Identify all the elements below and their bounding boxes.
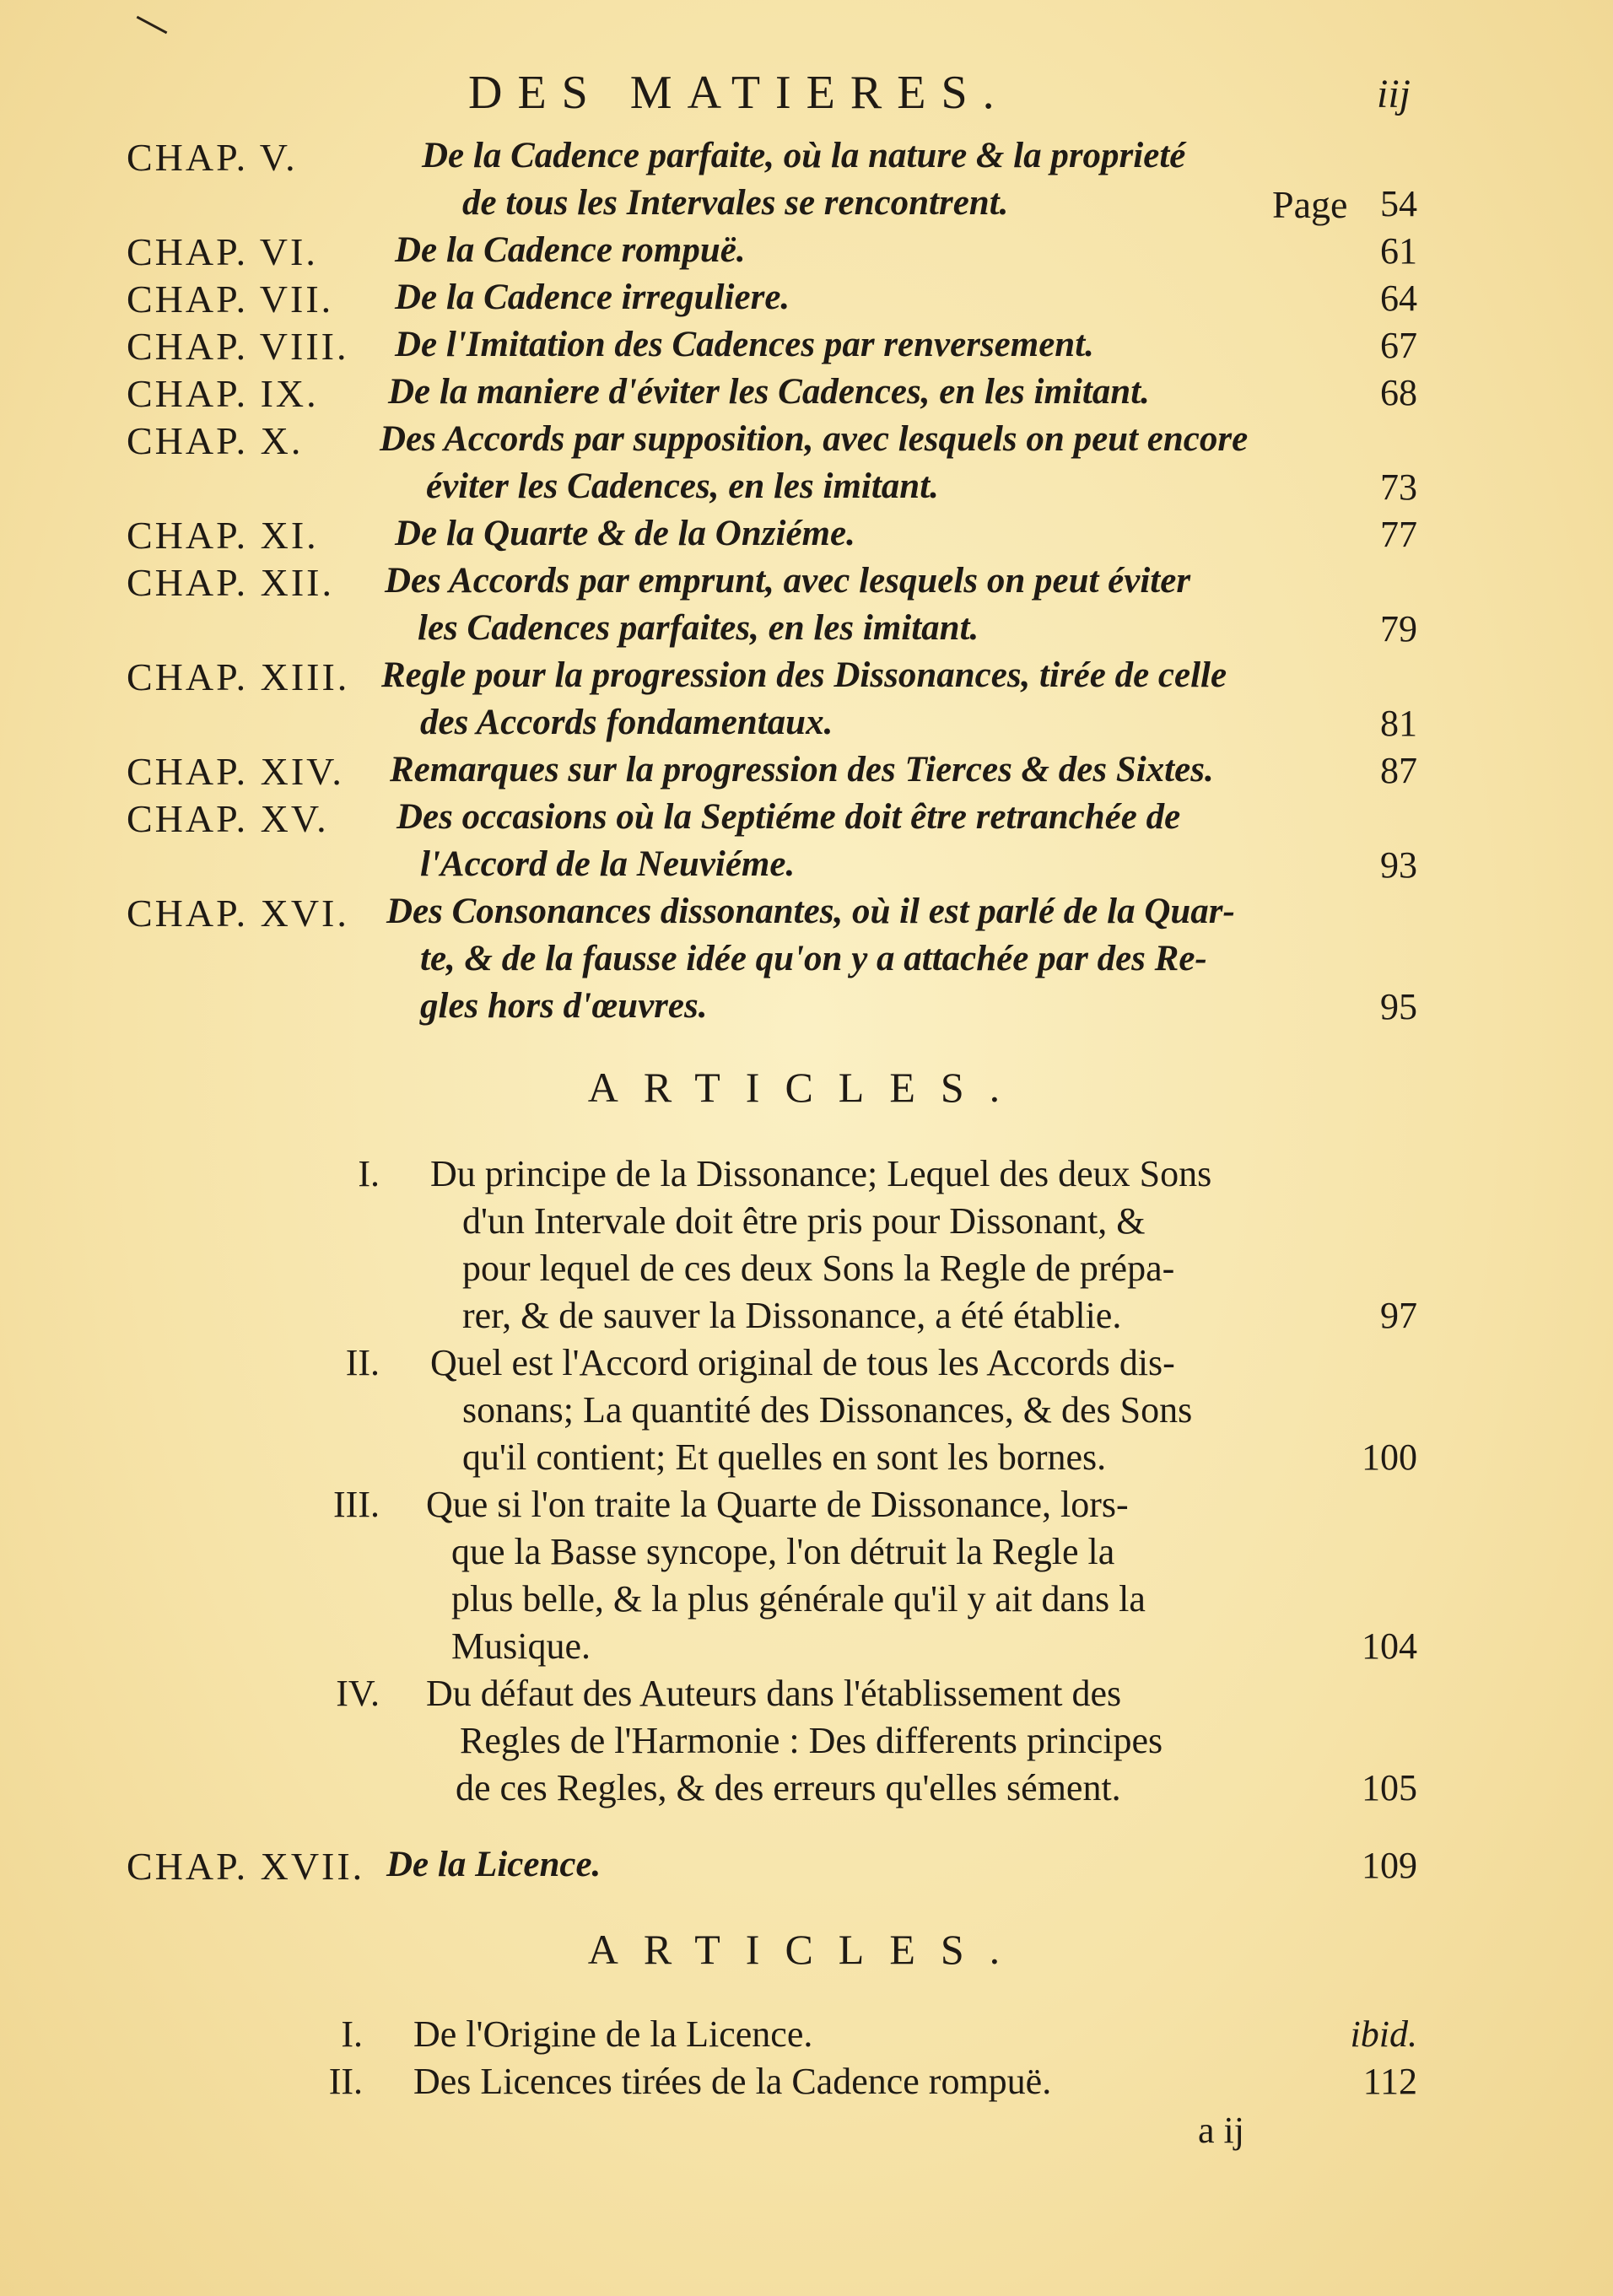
page-number: 112 <box>1362 2061 1417 2102</box>
article-text-line: De l'Origine de la Licence. <box>413 2013 813 2055</box>
ink-mark <box>137 16 168 34</box>
article-text-line: Des Licences tirées de la Cadence rompuë. <box>413 2061 1052 2102</box>
page-number: 87 <box>1380 750 1417 791</box>
article-text-line: d'un Intervale doit être pris pour Dissonant, & <box>462 1200 1146 1242</box>
article-text-line: que la Basse syncope, l'on détruit la Regle la <box>451 1531 1115 1572</box>
chapter-label: CHAP. XVII. <box>127 1845 365 1888</box>
page-number: 77 <box>1380 514 1417 555</box>
chapter-label: CHAP. XIV. <box>127 750 344 793</box>
chapter-label: CHAP. XI. <box>127 514 319 557</box>
article-text-line: Musique. <box>451 1625 591 1667</box>
chapter-title-line: De la Quarte & de la Onziéme. <box>395 514 855 553</box>
signature-mark: a ij <box>1198 2110 1244 2151</box>
article-text-line: plus belle, & la plus générale qu'il y ait dans la <box>451 1578 1146 1620</box>
chapter-label: CHAP. IX. <box>127 372 319 415</box>
chapter-label: CHAP. VIII. <box>127 325 349 368</box>
article-number: II. <box>328 2061 363 2102</box>
chapter-title-line: Des Consonances dissonantes, où il est parlé de la Quar- <box>386 892 1235 931</box>
article-text-line: sonans; La quantité des Dissonances, & des Sons <box>462 1389 1193 1431</box>
article-number: I. <box>341 2013 363 2055</box>
article-text-line: qu'il contient; Et quelles en sont les bornes. <box>462 1436 1107 1478</box>
page-number: 61 <box>1380 230 1417 272</box>
chapter-title-line: Regle pour la progression des Dissonances, tirée de celle <box>381 655 1227 695</box>
chapter-label: CHAP. XIII. <box>127 655 350 698</box>
page-number: 81 <box>1380 703 1417 744</box>
chapter-title-line: Des Accords par supposition, avec lesquels on peut encore <box>380 419 1249 459</box>
chapter-label: CHAP. XVI. <box>127 892 349 935</box>
article-text-line: Regles de l'Harmonie : Des differents principes <box>460 1720 1163 1761</box>
page-number: 67 <box>1380 325 1417 366</box>
chapter-title-line: De la Cadence parfaite, où la nature & la proprieté <box>422 136 1186 175</box>
page-number: 104 <box>1362 1625 1417 1667</box>
page-number: 93 <box>1380 844 1417 886</box>
article-text-line: Quel est l'Accord original de tous les Accords dis- <box>430 1342 1175 1383</box>
chapter-title-line: l'Accord de la Neuviéme. <box>420 844 796 884</box>
chapter-label: CHAP. V. <box>127 136 298 179</box>
page-number: 105 <box>1362 1767 1417 1808</box>
page-number: 73 <box>1380 466 1417 508</box>
page-number: 68 <box>1380 372 1417 413</box>
chapter-title-line: Des occasions où la Septiéme doit être retranchée de <box>397 797 1181 837</box>
chapter-title-line: De l'Imitation des Cadences par renversement. <box>395 325 1094 364</box>
running-head-title: DES MATIERES. <box>468 67 1010 119</box>
chapter-title-line: te, & de la fausse idée qu'on y a attachée par des Re- <box>420 939 1207 978</box>
article-text-line: Du principe de la Dissonance; Lequel des deux Sons <box>430 1153 1212 1194</box>
chapter-title-line: De la maniere d'éviter les Cadences, en les imitant. <box>388 372 1150 412</box>
chapter-title-line: De la Licence. <box>386 1845 602 1884</box>
page-number: 79 <box>1380 608 1417 649</box>
chapter-title-line: de tous les Intervales se rencontrent. <box>462 183 1009 223</box>
page-number: 100 <box>1362 1436 1417 1478</box>
article-text-line: Du défaut des Auteurs dans l'établissement des <box>426 1673 1122 1714</box>
article-text-line: de ces Regles, & des erreurs qu'elles sément. <box>456 1767 1121 1808</box>
article-text-line: Que si l'on traite la Quarte de Dissonance, lors- <box>426 1484 1129 1525</box>
chapter-label: CHAP. XII. <box>127 561 334 604</box>
chapter-title-line: les Cadences parfaites, en les imitant. <box>418 608 979 648</box>
chapter-title-line: De la Cadence rompuë. <box>395 230 746 270</box>
chapter-label: CHAP. XV. <box>127 797 329 840</box>
chapter-title-line: Des Accords par emprunt, avec lesquels on peut éviter <box>385 561 1191 601</box>
article-text-line: rer, & de sauver la Dissonance, a été établie. <box>462 1295 1122 1336</box>
chapter-title-line: Remarques sur la progression des Tierces & des Sixtes. <box>390 750 1214 790</box>
chapter-title-line: De la Cadence irreguliere. <box>395 278 790 317</box>
article-number: I. <box>358 1153 380 1194</box>
folio: iij <box>1377 72 1411 116</box>
article-number: IV. <box>336 1673 380 1714</box>
chapter-title-line: des Accords fondamentaux. <box>420 703 833 742</box>
articles-heading: ARTICLES. <box>587 1926 1026 1973</box>
page-number: 54 <box>1380 183 1417 224</box>
page-number: 64 <box>1380 278 1417 319</box>
page-word: Page <box>1272 183 1348 226</box>
article-number: II. <box>345 1342 380 1383</box>
articles-heading: ARTICLES. <box>587 1064 1026 1111</box>
article-number: III. <box>333 1484 380 1525</box>
chapter-label: CHAP. X. <box>127 419 304 462</box>
page-number: 109 <box>1362 1845 1417 1886</box>
chapter-label: CHAP. VII. <box>127 278 334 321</box>
page-number: 95 <box>1380 986 1417 1027</box>
chapter-title-line: éviter les Cadences, en les imitant. <box>426 466 939 506</box>
page-number: ibid. <box>1350 2013 1417 2055</box>
page-number: 97 <box>1380 1295 1417 1336</box>
chapter-title-line: gles hors d'œuvres. <box>420 986 708 1026</box>
chapter-label: CHAP. VI. <box>127 230 318 273</box>
article-text-line: pour lequel de ces deux Sons la Regle de prépa- <box>462 1248 1175 1289</box>
